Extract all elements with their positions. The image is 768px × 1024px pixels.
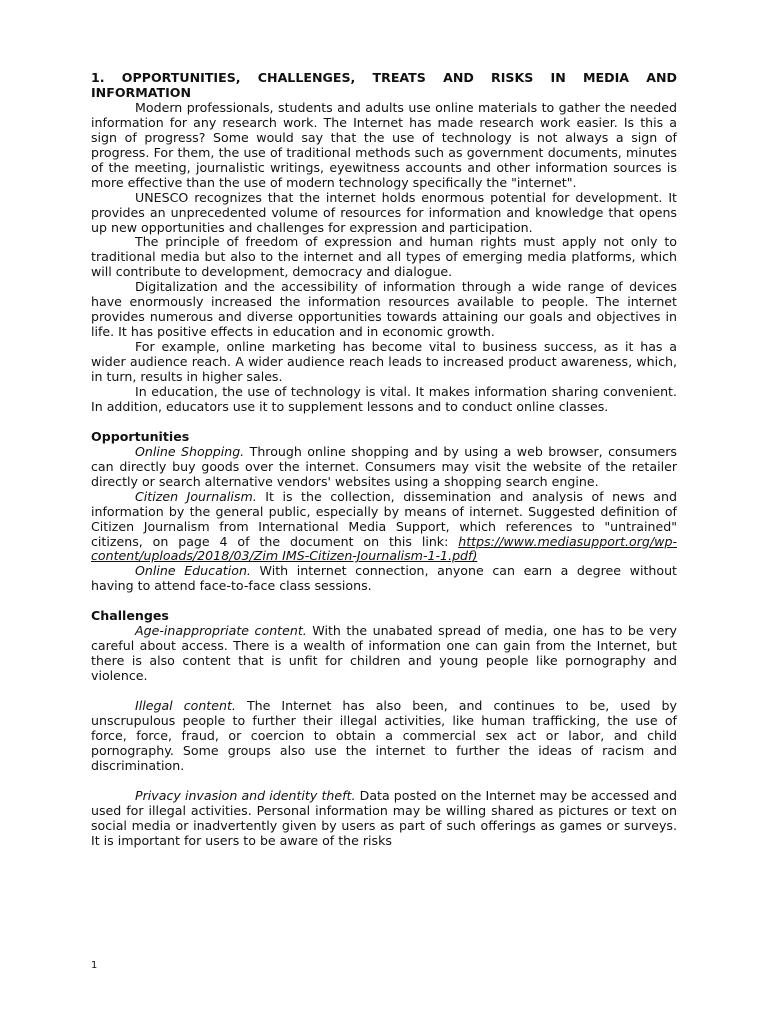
privacy-text: Data posted on the Internet may be accessed and used for illegal activities. Personal information may be willing shared as pictures or text on social media or inadvertently given by users as part of such offerings as games or surveys. It is important for users to be aware of the risks bbox=[91, 787, 678, 848]
age-inappropriate-text: With the unabated spread of media, one has to be very careful about access. There is a wealth of information one can gain from the Internet, but there is also content that is unfit for children and young people like pornography and violence. bbox=[91, 623, 677, 684]
privacy-term: Privacy invasion and identity theft. bbox=[135, 787, 356, 803]
intro-paragraph-2: UNESCO recognizes that the internet holds enormous potential for development. It provides an unprecedented volume of resources for information and knowledge that opens up new opportunities and challenges for expression and participation. bbox=[91, 189, 677, 235]
citizen-journalism-text: It is the collection, dissemination and analysis of news and information by the general public, especially by means of internet. Suggested definition of Citizen Journalism from International Media Support, which references to "untrained" citizens, on page 4 of the document on this link: bbox=[91, 488, 677, 549]
opportunities-heading: Opportunities bbox=[91, 428, 190, 444]
intro-paragraph-1: Modern professionals, students and adults use online materials to gather the needed information for any research work. The Internet has made research work easier. Is this a sign of progress? Some would say that the use of technology is not always a sign of progress. For them, the use of traditional methods such as government documents, minutes of the meeting, journalistic writings, eyewitness accounts and other information sources is more effective than the use of modern technology specifically the "internet". bbox=[91, 99, 677, 190]
illegal-content-text: The Internet has also been, and continues to be, used by unscrupulous people to further their illegal activities, like human trafficking, the use of force, force, fraud, or coercion to obtain a commercial sex act or labor, and child pornography. Some groups also use the internet to further the ideas of racism and discrimination. bbox=[91, 697, 677, 773]
illegal-content-paragraph bbox=[91, 699, 677, 774]
citizen-journalism-term: Citizen Journalism. bbox=[135, 488, 257, 504]
intro-paragraph-4: Digitalization and the accessibility of information through a wide range of devices have enormously increased the information resources available to people. The internet provides numerous and diverse opportunities towards attaining our goals and objectives in life. It has positive effects in education and in economic growth. bbox=[91, 279, 677, 340]
page-number: 1 bbox=[91, 960, 98, 971]
age-inappropriate-term: Age-inappropriate content. bbox=[135, 623, 307, 639]
online-shopping-term: Online Shopping. bbox=[135, 443, 245, 459]
document-page bbox=[91, 71, 677, 849]
privacy-paragraph bbox=[91, 789, 677, 849]
citizen-journalism-paragraph bbox=[91, 490, 677, 565]
challenges-heading: Challenges bbox=[91, 608, 169, 624]
citizen-journalism-link[interactable]: https://www.mediasupport.org/wp-content/uploads/2018/03/Zim IMS-Citizen-Journalism-1-1.pdf) bbox=[91, 533, 677, 564]
document-heading: 1. OPPORTUNITIES, CHALLENGES, TREATS AND RISKS IN MEDIA AND INFORMATION bbox=[91, 70, 677, 100]
illegal-content-term: Illegal content. bbox=[135, 697, 236, 713]
online-shopping-paragraph bbox=[91, 445, 677, 490]
age-inappropriate-paragraph bbox=[91, 624, 677, 684]
online-education-paragraph bbox=[91, 564, 677, 594]
intro-paragraph-6: In education, the use of technology is vital. It makes information sharing convenient. In addition, educators use it to supplement lessons and to conduct online classes. bbox=[91, 384, 677, 414]
intro-paragraph-5: For example, online marketing has become vital to business success, as it has a wider audience reach. A wider audience reach leads to increased product awareness, which, in turn, results in higher sales. bbox=[91, 339, 677, 385]
online-education-term: Online Education. bbox=[135, 563, 251, 579]
online-shopping-text: Through online shopping and by using a web browser, consumers can directly buy goods over the internet. Consumers may visit the website of the retailer directly or search alternative vendors' websites using a shopping search engine. bbox=[91, 443, 677, 489]
online-education-text: With internet connection, anyone can earn a degree without having to attend face-to-face class sessions. bbox=[91, 563, 677, 594]
intro-paragraph-3: The principle of freedom of expression and human rights must apply not only to traditional media but also to the internet and all types of emerging media platforms, which will contribute to development, democracy and dialogue. bbox=[91, 234, 677, 280]
